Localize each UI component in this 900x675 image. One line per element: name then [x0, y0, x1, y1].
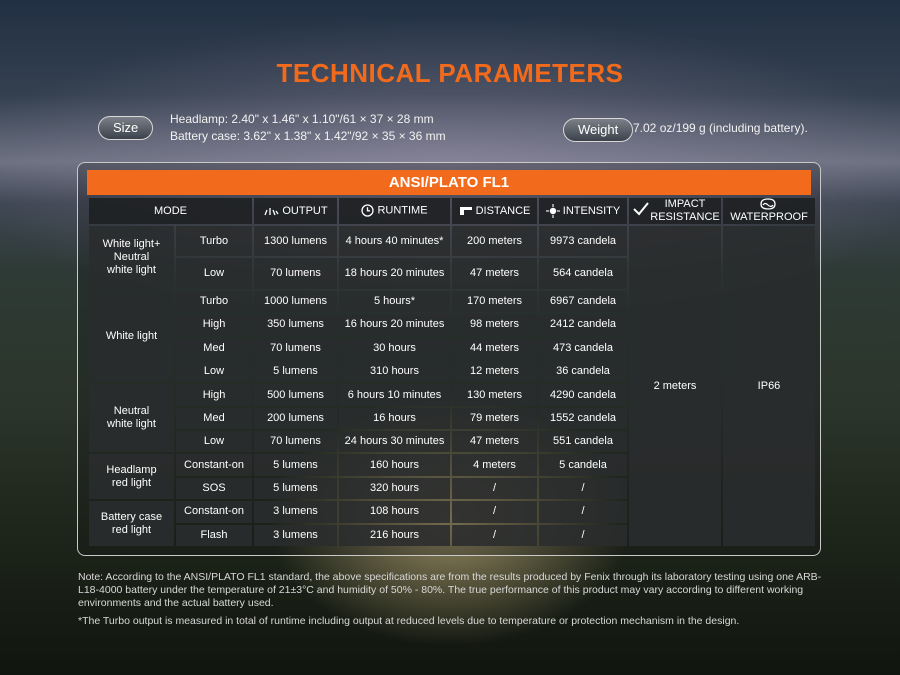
cell-distance: 170 meters [452, 291, 537, 312]
cell-output: 1300 lumens [254, 226, 337, 256]
waterproof-icon [760, 198, 776, 210]
cell-mode: Constant-on [176, 454, 252, 475]
cell-mode: Turbo [176, 226, 252, 256]
clock-icon [361, 204, 374, 217]
cell-runtime: 16 hours 20 minutes [339, 314, 450, 335]
cell-output: 1000 lumens [254, 291, 337, 312]
waterproof-value: IP66 [723, 226, 815, 546]
cell-runtime: 108 hours [339, 501, 450, 522]
cell-intensity: / [539, 525, 627, 546]
cell-intensity: 36 candela [539, 361, 627, 382]
checkmark-icon [633, 202, 649, 216]
cell-runtime: 160 hours [339, 454, 450, 475]
cell-mode: Turbo [176, 291, 252, 312]
cell-runtime: 18 hours 20 minutes [339, 258, 450, 288]
cell-distance: 4 meters [452, 454, 537, 475]
cell-intensity: 1552 candela [539, 408, 627, 429]
cell-mode: Low [176, 258, 252, 288]
cell-runtime: 5 hours* [339, 291, 450, 312]
headlamp-size: Headlamp: 2.40" x 1.46" x 1.10"/61 × 37 × 28 mm [170, 112, 434, 126]
header-intensity: INTENSITY [539, 198, 627, 224]
cell-runtime: 6 hours 10 minutes [339, 384, 450, 405]
cell-intensity: 2412 candela [539, 314, 627, 335]
cell-output: 3 lumens [254, 525, 337, 546]
cell-intensity: 9973 candela [539, 226, 627, 256]
size-values [170, 111, 446, 145]
impact-value: 2 meters [629, 226, 721, 546]
header-mode: MODE [89, 198, 252, 224]
cell-distance: / [452, 478, 537, 499]
cell-intensity: 5 candela [539, 454, 627, 475]
header-waterproof: WATERPROOF [723, 198, 815, 224]
cell-intensity: / [539, 478, 627, 499]
cell-runtime: 4 hours 40 minutes* [339, 226, 450, 256]
cell-output: 70 lumens [254, 431, 337, 452]
footnote-main: Note: According to the ANSI/PLATO FL1 standard, the above specifications are from the results produced by Fenix through its laboratory testing using one ARB-L18-4000 battery under the temperature of 21±3°C and humidity of 50% - 80%. The true performance of this product may vary according to different working environments and the actual battery used. [78, 571, 822, 609]
cell-distance: / [452, 525, 537, 546]
size-badge: Size [98, 116, 153, 140]
cell-distance: 12 meters [452, 361, 537, 382]
intensity-icon [546, 204, 560, 218]
cell-runtime: 216 hours [339, 525, 450, 546]
cell-output: 3 lumens [254, 501, 337, 522]
cell-runtime: 24 hours 30 minutes [339, 431, 450, 452]
cell-distance: / [452, 501, 537, 522]
cell-distance: 130 meters [452, 384, 537, 405]
cell-mode: Low [176, 361, 252, 382]
cell-intensity: / [539, 501, 627, 522]
impact-line-2: RESISTANCE [650, 211, 720, 223]
impact-line-1: IMPACT [664, 198, 706, 210]
cell-output: 500 lumens [254, 384, 337, 405]
cell-intensity: 4290 candela [539, 384, 627, 405]
cell-distance: 47 meters [452, 258, 537, 288]
table-banner: ANSI/PLATO FL1 [87, 170, 811, 195]
cell-intensity: 551 candela [539, 431, 627, 452]
group-label: Neutral white light [89, 384, 174, 452]
cell-output: 5 lumens [254, 478, 337, 499]
cell-output: 70 lumens [254, 258, 337, 288]
cell-mode: Med [176, 338, 252, 359]
header-distance: DISTANCE [452, 198, 537, 224]
cell-mode: SOS [176, 478, 252, 499]
group-label: White light [89, 291, 174, 383]
cell-runtime: 30 hours [339, 338, 450, 359]
header-output: OUTPUT [254, 198, 337, 224]
cell-mode: Low [176, 431, 252, 452]
cell-output: 5 lumens [254, 454, 337, 475]
cell-output: 5 lumens [254, 361, 337, 382]
header-impact [629, 198, 721, 224]
cell-distance: 47 meters [452, 431, 537, 452]
cell-mode: High [176, 314, 252, 335]
page-title: TECHNICAL PARAMETERS [276, 58, 624, 88]
group-label: Headlamp red light [89, 454, 174, 499]
cell-intensity: 564 candela [539, 258, 627, 288]
weight-value: 7.02 oz/199 g (including battery). [633, 121, 808, 135]
cell-distance: 44 meters [452, 338, 537, 359]
cell-runtime: 310 hours [339, 361, 450, 382]
table-row [89, 226, 815, 256]
cell-distance: 200 meters [452, 226, 537, 256]
output-icon [263, 206, 279, 216]
weight-badge: Weight [563, 118, 633, 142]
cell-distance: 98 meters [452, 314, 537, 335]
group-label: White light+ Neutral white light [89, 226, 174, 289]
distance-icon [459, 206, 473, 216]
cell-intensity: 6967 candela [539, 291, 627, 312]
battery-case-size: Battery case: 3.62" x 1.38" x 1.42"/92 × 35 × 36 mm [170, 129, 446, 143]
cell-runtime: 320 hours [339, 478, 450, 499]
cell-mode: High [176, 384, 252, 405]
cell-mode: Med [176, 408, 252, 429]
cell-mode: Constant-on [176, 501, 252, 522]
group-label: Battery case red light [89, 501, 174, 546]
footnote-turbo: *The Turbo output is measured in total of runtime including output at reduced levels due to temperature or protection mechanism in the design. [78, 615, 740, 627]
cell-intensity: 473 candela [539, 338, 627, 359]
spec-table [87, 196, 817, 548]
cell-output: 350 lumens [254, 314, 337, 335]
header-runtime: RUNTIME [339, 198, 450, 224]
cell-output: 200 lumens [254, 408, 337, 429]
cell-distance: 79 meters [452, 408, 537, 429]
spec-table-body [89, 226, 815, 546]
cell-output: 70 lumens [254, 338, 337, 359]
cell-runtime: 16 hours [339, 408, 450, 429]
cell-mode: Flash [176, 525, 252, 546]
